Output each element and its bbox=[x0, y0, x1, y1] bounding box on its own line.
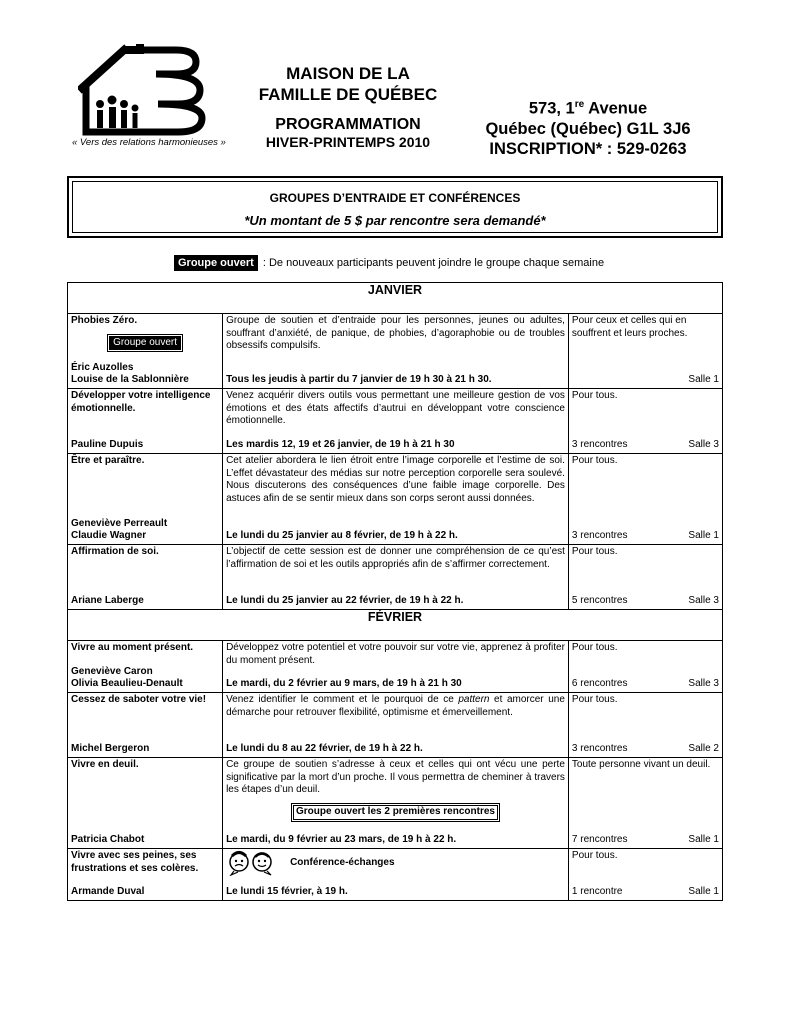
table-row bbox=[68, 314, 723, 389]
target-audience: Pour ceux et celles qui en souffrent et leurs proches. bbox=[571, 315, 688, 339]
house-hand-logo-icon bbox=[78, 44, 208, 136]
fee-note: *Un montant de 5 $ par rencontre sera demandé* bbox=[244, 213, 546, 228]
table-row bbox=[68, 454, 723, 545]
organization-header bbox=[246, 63, 450, 150]
program-table bbox=[67, 282, 723, 901]
tagline: « Vers des relations harmonieuses » bbox=[72, 137, 226, 148]
program-title: PROGRAMMATION bbox=[275, 116, 421, 133]
leader-name: Armande Duval bbox=[71, 886, 145, 898]
activity-description: Groupe de soutien et d’entraide pour les personnes, jeunes ou adultes, souffrant d’anxiété, de panique, de phobies, d’agoraphobie ou de troubles obsessifs compulsifs. bbox=[226, 315, 565, 352]
leader-name: Louise de la Sablonnière bbox=[71, 374, 189, 386]
section-title-box bbox=[67, 176, 723, 238]
leader-name: Éric Auzolles bbox=[71, 361, 134, 373]
room: Salle 1 bbox=[688, 374, 719, 386]
target-audience: Pour tous. bbox=[571, 694, 618, 705]
month-header-february: FÉVRIER bbox=[68, 610, 723, 641]
conversation-faces-icon bbox=[226, 850, 276, 876]
activity-description: Venez acquérir divers outils vous permettant une meilleure gestion de vos émotions et des états affectifs d’autrui en développant votre conscience émotionnelle. bbox=[226, 390, 565, 427]
target-audience: Pour tous. bbox=[571, 390, 618, 401]
activity-schedule: Le mardi, du 9 février au 23 mars, de 19 h à 22 h. bbox=[226, 834, 457, 846]
room: Salle 3 bbox=[688, 595, 719, 607]
open-group-legend bbox=[174, 255, 604, 271]
leader-name: Geneviève Perreault bbox=[71, 517, 168, 529]
activity-description: Cet atelier abordera le lien étroit entre l’image corporelle et l’estime de soi. L’effet dévastateur des médias sur notre perception corporelle sera soulevé. Nous discuterons des conséquences d’une faible image corporelle. Des astuces afin de se sentir mieux dans son corps seront aussi données. bbox=[226, 455, 565, 505]
table-row bbox=[68, 545, 723, 610]
leader-name: Geneviève Caron bbox=[71, 665, 153, 677]
activity-title: Vivre au moment présent. bbox=[71, 642, 194, 653]
activity-description: Ce groupe de soutien s’adresse à ceux et celles qui ont vécu une perte significative par la mort d’un proche. Il vous permettra de cheminer à travers les étapes d’un deuil. bbox=[226, 759, 565, 796]
activity-title: Vivre en deuil. bbox=[71, 759, 139, 770]
address-block bbox=[466, 95, 710, 159]
activity-title: Être et paraître. bbox=[71, 455, 145, 466]
table-row bbox=[68, 849, 723, 901]
open-group-badge: Groupe ouvert bbox=[178, 257, 254, 269]
target-audience: Pour tous. bbox=[571, 546, 618, 557]
session-count: 3 rencontres bbox=[571, 439, 628, 451]
table-row bbox=[68, 758, 723, 849]
room: Salle 1 bbox=[688, 530, 719, 542]
org-name-line2: FAMILLE DE QUÉBEC bbox=[258, 85, 438, 104]
leader-name: Patricia Chabot bbox=[71, 834, 145, 846]
session-count: 3 rencontres bbox=[571, 530, 628, 542]
room: Salle 3 bbox=[688, 678, 719, 690]
leader-name: Ariane Laberge bbox=[71, 595, 144, 607]
activity-schedule: Le lundi du 25 janvier au 8 février, de 19 h à 22 h. bbox=[226, 530, 458, 542]
table-row bbox=[68, 389, 723, 454]
activity-schedule: Les mardis 12, 19 et 26 janvier, de 19 h à 21 h 30 bbox=[226, 439, 455, 451]
room: Salle 1 bbox=[688, 886, 719, 898]
activity-schedule: Le lundi 15 février, à 19 h. bbox=[226, 886, 348, 898]
session-count: 6 rencontres bbox=[571, 678, 628, 690]
leader-name: Pauline Dupuis bbox=[71, 439, 144, 451]
season-title: HIVER-PRINTEMPS 2010 bbox=[265, 134, 431, 150]
activity-title: Affirmation de soi. bbox=[71, 546, 159, 557]
open-group-explanation: : De nouveaux participants peuvent joindre le groupe chaque semaine bbox=[259, 257, 605, 269]
activity-schedule: Tous les jeudis à partir du 7 janvier de 19 h 30 à 21 h 30. bbox=[226, 374, 492, 386]
activity-title: Cessez de saboter votre vie! bbox=[71, 694, 207, 705]
open-group-badge: Groupe ouvert bbox=[109, 336, 181, 351]
org-name-line1: MAISON DE LA bbox=[286, 64, 410, 83]
open-group-badge: Groupe ouvert les 2 premières rencontres bbox=[293, 805, 498, 820]
leader-name: Claudie Wagner bbox=[71, 530, 147, 542]
activity-description: Venez identifier le comment et le pourquoi de ce pattern et amorcer une démarche pour retrouver flexibilité, optimisme et émerveillement. bbox=[226, 694, 565, 718]
street-address: 573, 1re Avenue bbox=[528, 99, 648, 118]
section-heading: GROUPES D’ENTRAIDE ET CONFÉRENCES bbox=[269, 191, 521, 205]
inscription-phone: INSCRIPTION* : 529-0263 bbox=[489, 139, 687, 158]
target-audience: Toute personne vivant un deuil. bbox=[571, 759, 711, 770]
activity-title: Développer votre intelligence émotionnelle. bbox=[71, 390, 211, 414]
city-postal: Québec (Québec) G1L 3J6 bbox=[485, 119, 691, 138]
leader-name: Olivia Beaulieu-Denault bbox=[71, 678, 183, 690]
room: Salle 2 bbox=[688, 743, 719, 755]
activity-description: Conférence-échanges bbox=[290, 856, 395, 868]
target-audience: Pour tous. bbox=[571, 642, 618, 653]
activity-title: Vivre avec ses peines, ses frustrations et ses colères. bbox=[71, 850, 199, 874]
session-count: 3 rencontres bbox=[571, 743, 628, 755]
activity-schedule: Le mardi, du 2 février au 9 mars, de 19 h à 21 h 30 bbox=[226, 678, 462, 690]
activity-description: Développez votre potentiel et votre pouvoir sur votre vie, apprenez à profiter du moment présent. bbox=[226, 642, 565, 666]
session-count: 7 rencontres bbox=[571, 834, 628, 846]
session-count: 1 rencontre bbox=[571, 886, 623, 898]
table-row bbox=[68, 641, 723, 693]
table-row bbox=[68, 693, 723, 758]
month-header-january: JANVIER bbox=[68, 283, 723, 314]
activity-schedule: Le lundi du 8 au 22 février, de 19 h à 22 h. bbox=[226, 743, 423, 755]
target-audience: Pour tous. bbox=[571, 455, 618, 466]
target-audience: Pour tous. bbox=[571, 850, 618, 861]
session-count: 5 rencontres bbox=[571, 595, 628, 607]
room: Salle 1 bbox=[688, 834, 719, 846]
leader-name: Michel Bergeron bbox=[71, 743, 150, 755]
room: Salle 3 bbox=[688, 439, 719, 451]
activity-title: Phobies Zéro. bbox=[71, 315, 138, 326]
activity-description: L’objectif de cette session est de donner une compréhension de ce qu’est l’affirmation de soi et les outils appropriés afin de s’affirmer correctement. bbox=[226, 546, 565, 570]
activity-schedule: Le lundi du 25 janvier au 22 février, de 19 h à 22 h. bbox=[226, 595, 464, 607]
